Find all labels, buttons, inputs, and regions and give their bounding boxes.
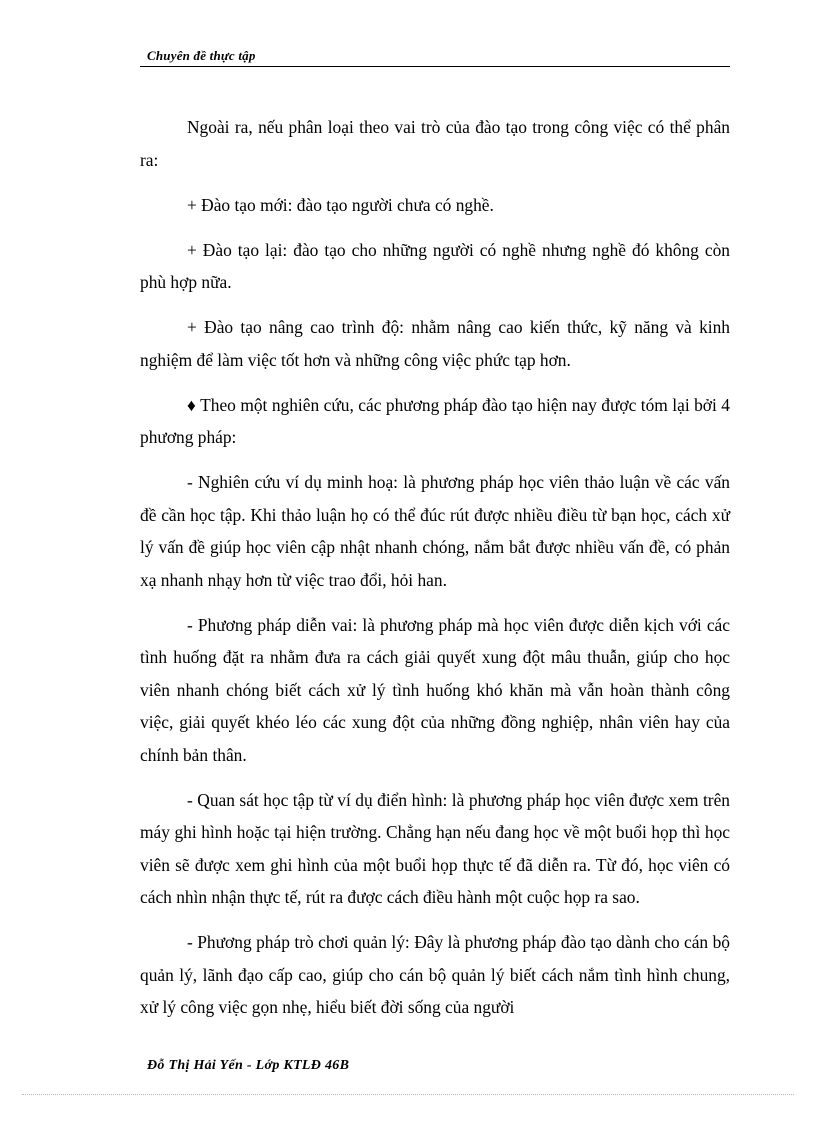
page-break-line (22, 1094, 794, 1095)
paragraph-intro: Ngoài ra, nếu phân loại theo vai trò của đào tạo trong công việc có thể phân ra: (140, 117, 730, 170)
paragraph-case-study: - Nghiên cứu ví dụ minh hoạ: là phương pháp học viên thảo luận về các vấn đề cần học tập. Khi thảo luận họ có thể đúc rút được nhiều điều từ bạn học, cách xử lý vấn đề giúp học viên cập nhật nhanh chóng, nắm bắt được nhiều vấn đề, có phản xạ nhanh nhạy hơn từ việc trao đổi, hỏi han. (140, 472, 730, 590)
paragraph-new-training: + Đào tạo mới: đào tạo người chưa có nghề. (187, 194, 494, 215)
paragraph-observation: - Quan sát học tập từ ví dụ điển hình: là phương pháp học viên được xem trên máy ghi hình hoặc tại hiện trường. Chẳng hạn nếu đang học về một buổi họp thì học viên sẽ được xem ghi hình của một buổi họp thực tế đã diễn ra. Từ đó, học viên có cách nhìn nhận thực tế, rút ra được cách điều hành một cuộc họp ra sao. (140, 789, 730, 907)
paragraph-methods-summary: ♦ Theo một nghiên cứu, các phương pháp đào tạo hiện nay được tóm lại bởi 4 phương pháp: (140, 394, 730, 447)
paragraph-advanced-training: + Đào tạo nâng cao trình độ: nhằm nâng cao kiến thức, kỹ năng và kinh nghiệm để làm việc tốt hơn và những công việc phức tạp hơn. (140, 317, 730, 370)
paragraph-retraining: + Đào tạo lại: đào tạo cho những người có nghề nhưng nghề đó không còn phù hợp nữa. (140, 239, 730, 292)
page-footer: Đỗ Thị Hải Yến - Lớp KTLĐ 46B (147, 1058, 350, 1073)
paragraph-role-play: - Phương pháp diễn vai: là phương pháp mà học viên được diễn kịch với các tình huống đặt ra nhằm đưa ra cách giải quyết xung đột mâu thuẫn, giúp cho học viên nhanh chóng biết cách xử lý tình huống khó khăn mà vẫn hoàn thành công việc, giải quyết khéo léo các xung đột của những đồng nghiệp, nhân viên hay của chính bản thân. (140, 614, 730, 765)
paragraph-management-game: - Phương pháp trò chơi quản lý: Đây là phương pháp đào tạo dành cho cán bộ quản lý, lãnh đạo cấp cao, giúp cho cán bộ quản lý biết cách nắm tình hình chung, xử lý công việc gọn nhẹ, hiểu biết đời sống của người (140, 932, 730, 1017)
document-body (140, 111, 730, 1036)
header-title: Chuyên đề thực tập (147, 48, 256, 63)
page-header (140, 48, 730, 67)
